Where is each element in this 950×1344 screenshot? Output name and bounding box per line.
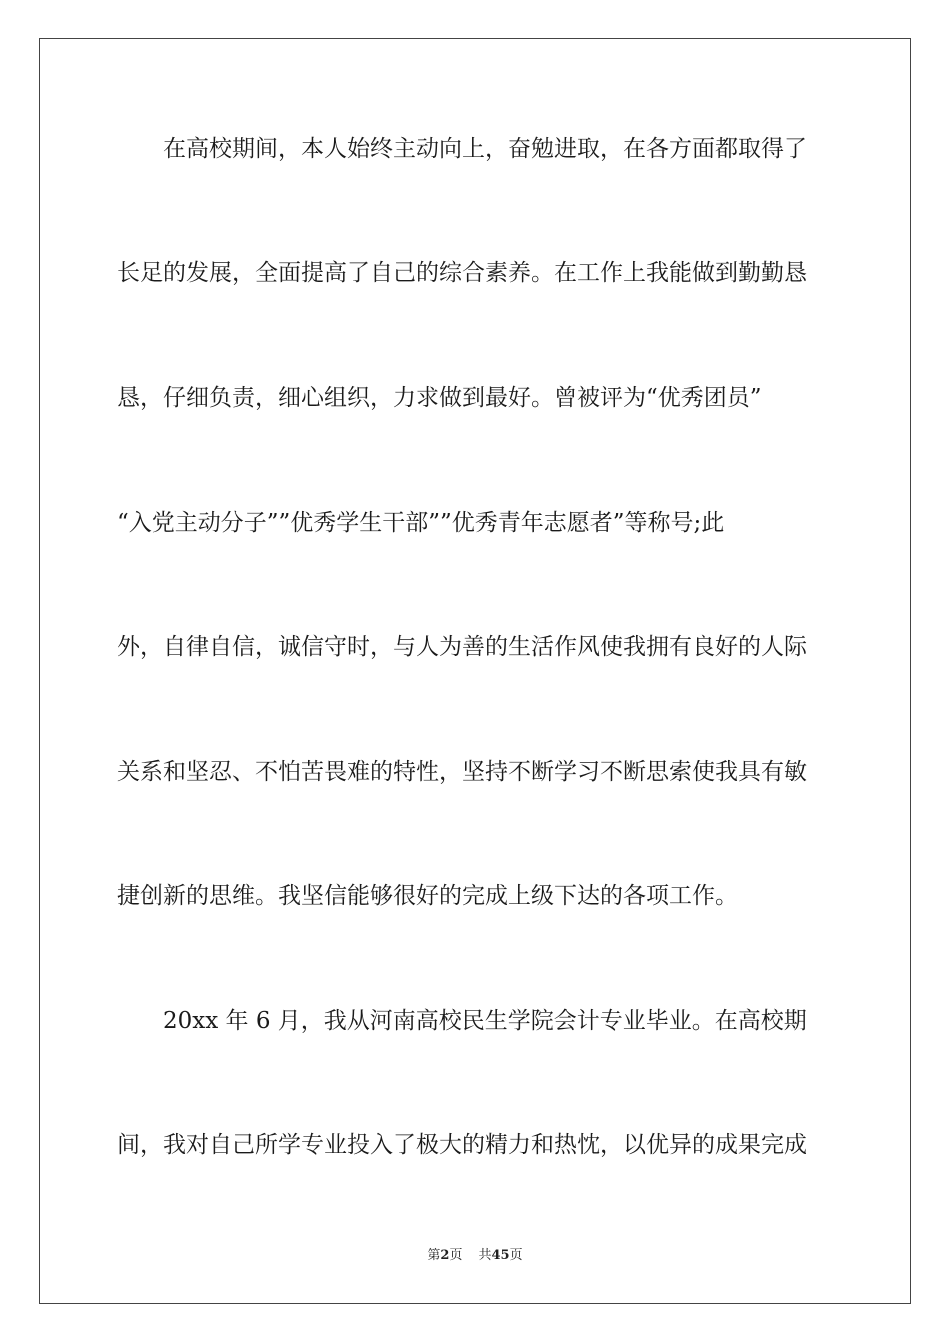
body-text-line: “入党主动分子””优秀学生干部””优秀青年志愿者”等称号;此 (117, 510, 725, 536)
total-pages: 45 (491, 1248, 510, 1263)
total-suffix: 页 (509, 1248, 523, 1263)
body-text-line: 恳，仔细负责，细心组织，力求做到最好。曾被评为“优秀团员” (117, 385, 762, 411)
body-text-line: 20xx 年 6 月，我从河南高校民生学院会计专业毕业。在高校期 (117, 1008, 807, 1034)
body-text-line: 长足的发展，全面提高了自己的综合素养。在工作上我能做到勤勤恳 (117, 260, 807, 286)
page-prefix: 第 (427, 1248, 441, 1263)
body-text-line: 间，我对自己所学专业投入了极大的精力和热忱，以优异的成果完成 (117, 1132, 807, 1158)
page-border (39, 38, 911, 1304)
page-footer (0, 1247, 950, 1265)
body-text-line: 关系和坚忍、不怕苦畏难的特性，坚持不断学习不断思索使我具有敏 (117, 759, 807, 785)
total-prefix: 共 (478, 1248, 492, 1263)
body-text-line: 在高校期间，本人始终主动向上，奋勉进取，在各方面都取得了 (117, 136, 807, 162)
page-number: 2 (440, 1248, 450, 1263)
body-text-line: 外，自律自信，诚信守时，与人为善的生活作风使我拥有良好的人际 (117, 634, 807, 660)
page-suffix: 页 (449, 1248, 463, 1263)
body-text-line: 捷创新的思维。我坚信能够很好的完成上级下达的各项工作。 (117, 883, 738, 909)
